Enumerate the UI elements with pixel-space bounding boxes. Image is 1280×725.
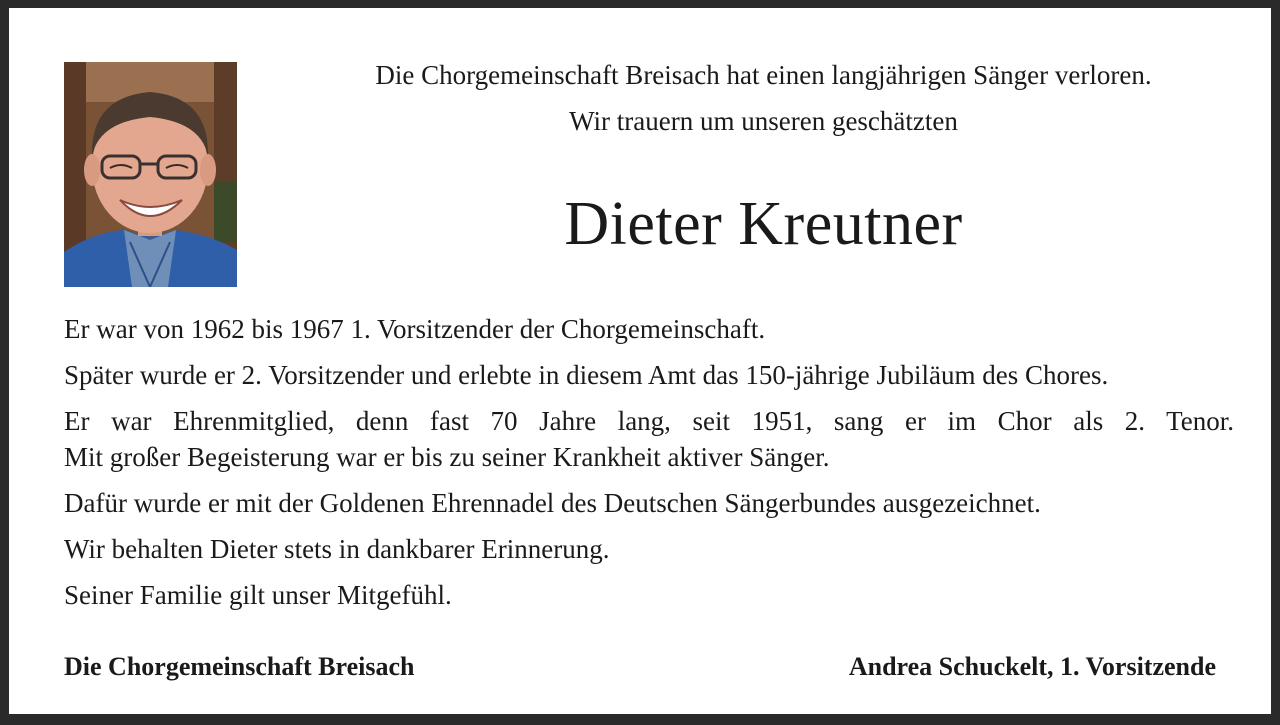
body-line-2: Später wurde er 2. Vorsitzender und erlebte in diesem Amt das 150-jährige Jubiläum des Chores.	[64, 360, 1109, 390]
signature-choir: Die Chorgemeinschaft Breisach	[64, 652, 415, 681]
body-line-6: Wir behalten Dieter stets in dankbarer Erinnerung.	[64, 534, 610, 564]
intro-line-1: Die Chorgemeinschaft Breisach hat einen langjährigen Sänger verloren.	[375, 60, 1152, 90]
intro-line-2: Wir trauern um unseren geschätzten	[569, 106, 958, 136]
body-line-7: Seiner Familie gilt unser Mitgefühl.	[64, 580, 452, 610]
body-line-3: Er war Ehrenmitglied, denn fast 70 Jahre lang, seit 1951, sang er im Chor als 2. Tenor.	[64, 406, 1234, 436]
portrait-photo	[64, 62, 237, 287]
body-line-5: Dafür wurde er mit der Goldenen Ehrennadel des Deutschen Sängerbundes ausgezeichnet.	[64, 488, 1041, 518]
body-line-4: Mit großer Begeisterung war er bis zu seiner Krankheit aktiver Sänger.	[64, 442, 830, 472]
signature-chairperson: Andrea Schuckelt, 1. Vorsitzende	[848, 652, 1216, 681]
obituary-body	[64, 311, 1234, 613]
deceased-name: Dieter Kreutner	[564, 190, 963, 258]
portrait-illustration	[64, 62, 237, 287]
body-line-1: Er war von 1962 bis 1967 1. Vorsitzender der Chorgemeinschaft.	[64, 314, 766, 344]
